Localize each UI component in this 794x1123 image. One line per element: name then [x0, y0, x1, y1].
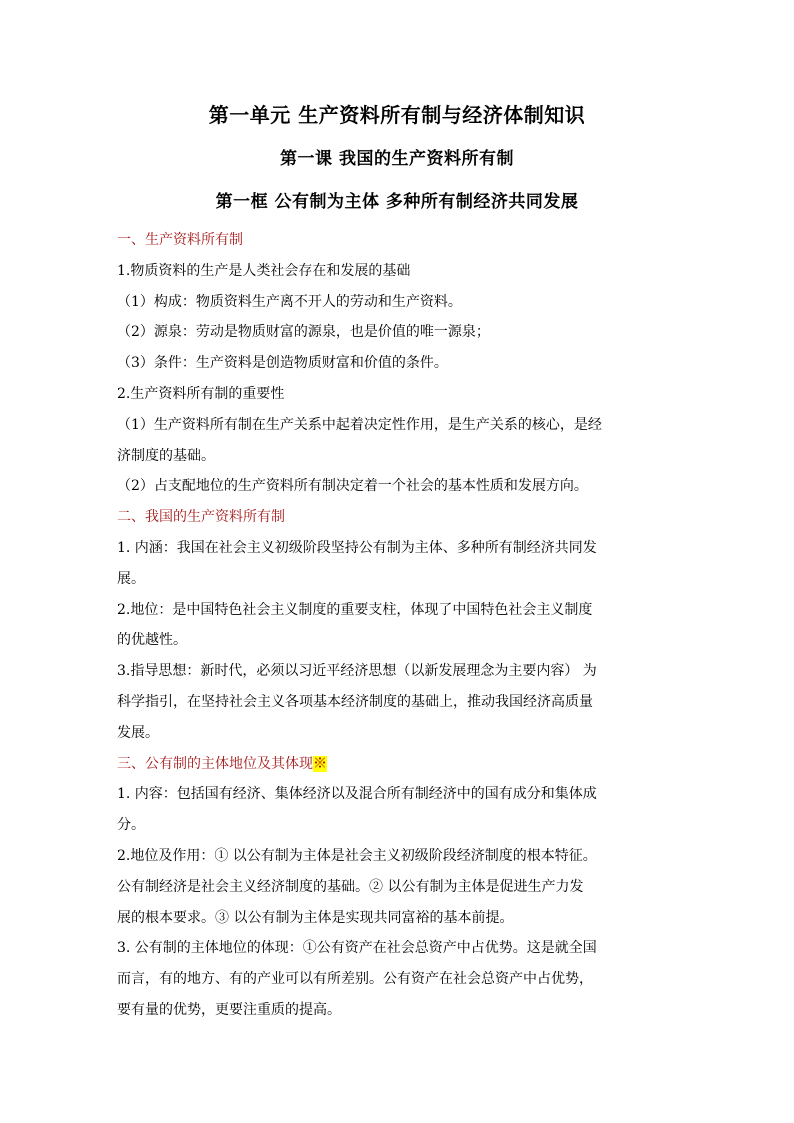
body-text-line: 科学指引，在坚持社会主义各项基本经济制度的基础上，推动我国经济高质量 [117, 693, 593, 710]
body-text-line: 2.地位及作用：① 以公有制为主体是社会主义初级阶段经济制度的根本特征。 [117, 847, 597, 864]
body-text-line: 发展。 [117, 724, 159, 741]
body-text-line: 1. 内涵：我国在社会主义初级阶段坚持公有制为主体、多种所有制经济共同发 [117, 539, 597, 556]
body-text-line: 展的根本要求。③ 以公有制为主体是实现共同富裕的基本前提。 [117, 909, 514, 926]
body-text-line: （2）源泉：劳动是物质财富的源泉，也是价值的唯一源泉； [117, 324, 490, 341]
body-text-line: 的优越性。 [117, 632, 187, 649]
body-text-line: 2.生产资料所有制的重要性 [117, 385, 285, 402]
body-text-line: （1）生产资料所有制在生产关系中起着决定性作用，是生产关系的核心，是经 [117, 416, 602, 433]
body-text-line: 3.指导思想：新时代，必须以习近平经济思想（以新发展理念为主要内容） 为 [117, 663, 597, 680]
body-text-line: 3. 公有制的主体地位的体现：①公有资产在社会总资产中占优势。这是就全国 [117, 940, 597, 957]
highlight-mark: ※ [313, 755, 327, 772]
body-text-line: 展。 [117, 570, 145, 587]
body-text-line: 2.地位：是中国特色社会主义制度的重要支柱，体现了中国特色社会主义制度 [117, 601, 593, 618]
lesson-title: 第一课 我国的生产资料所有制 [280, 149, 514, 169]
body-text-line: （3）条件：生产资料是创造物质财富和价值的条件。 [117, 355, 448, 372]
body-text-line: 而言，有的地方、有的产业可以有所差别。公有资产在社会总资产中占优势， [117, 971, 593, 988]
section-heading: 二、我国的生产资料所有制 [117, 509, 285, 526]
section-heading: 一、生产资料所有制 [117, 232, 243, 248]
frame-title: 第一框 公有制为主体 多种所有制经济共同发展 [215, 192, 579, 212]
body-text-line: （2）占支配地位的生产资料所有制决定着一个社会的基本性质和发展方向。 [117, 478, 588, 495]
document-body [117, 225, 683, 1026]
title-block [0, 102, 794, 214]
body-text-line: （1）构成：物质资料生产离不开人的劳动和生产资料。 [117, 293, 462, 310]
body-text-line: 1. 内容：包括国有经济、集体经济以及混合所有制经济中的国有成分和集体成 [117, 786, 597, 803]
body-text-line: 分。 [117, 817, 145, 834]
body-text-line: 1.物质资料的生产是人类社会存在和发展的基础 [117, 262, 411, 279]
section-heading [117, 749, 683, 780]
section-heading-text: 三、公有制的主体地位及其体现 [117, 755, 313, 772]
body-text-line: 公有制经济是社会主义经济制度的基础。② 以公有制为主体是促进生产力发 [117, 878, 584, 895]
body-text-line: 济制度的基础。 [117, 447, 215, 464]
body-text-line: 要有量的优势，更要注重质的提高。 [117, 1001, 341, 1018]
unit-title: 第一单元 生产资料所有制与经济体制知识 [208, 103, 586, 127]
